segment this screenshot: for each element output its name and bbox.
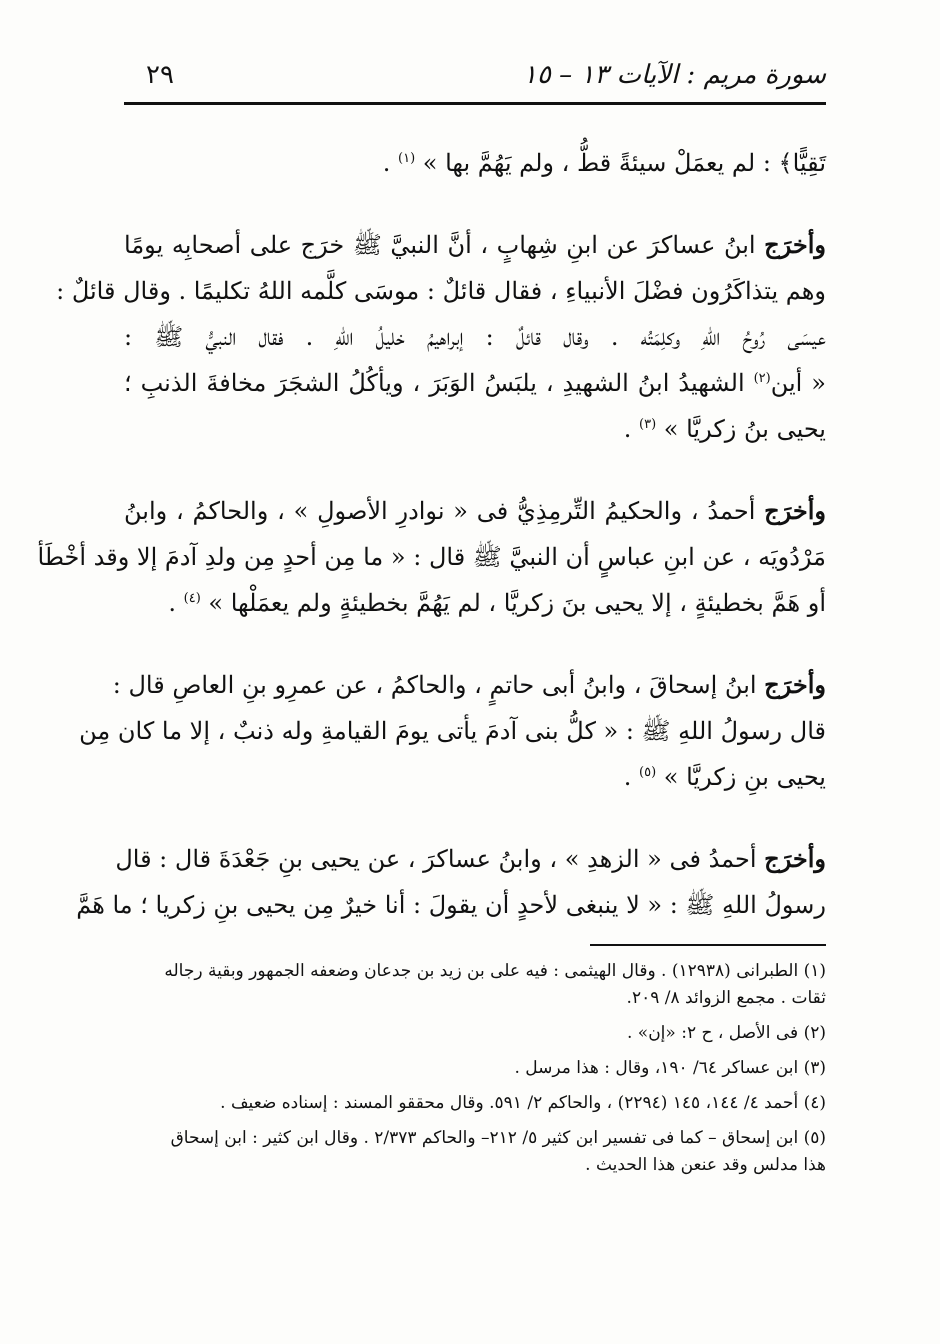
header-rule (124, 102, 826, 105)
paragraph (79, 662, 826, 800)
text-line (124, 488, 826, 534)
line-text-tail: . (623, 763, 640, 791)
line-text: رسولُ اللهِ ﷺ : « لا ينبغى لأحدٍ أن يقولَ : أنا خيرٌ مِن يحيى بنِ زكريا ؛ ما هَمَّ (76, 891, 826, 919)
keyword-akhraja: وأخرَج (764, 844, 826, 873)
line-text: مَرْدُويَه ، عن ابنِ عباسٍ أن النبيَّ ﷺ قال : « ما مِن أحدٍ مِن ولدِ آدمَ إلا وقد أخْطَأ (37, 543, 826, 571)
text-line (124, 314, 826, 360)
line-text-tail: . (382, 149, 399, 177)
text-line (124, 754, 826, 800)
footnote (124, 1125, 826, 1179)
footnote-line: (٢) فى الأصل ، ح ٢: «إن» . (626, 1023, 826, 1043)
line-text: عيسَى رُوحُ اللهِ وكلِمَتُه . وقال قائلٌ : إبراهيمُ خليلُ اللهِ . فقال النبيُّ ﷺ : (124, 323, 826, 351)
paragraph (76, 836, 826, 928)
footnote-marker: (١) (398, 151, 416, 166)
footnote-marker: (٢) (753, 371, 771, 386)
line-text-tail: الشهيدُ ابنُ الشهيدِ ، يلبَسُ الوَبَرَ ، ويأكُلُ الشجَرَ مخافةَ الذنبِ ؛ (124, 369, 754, 397)
paragraph-gap (124, 800, 826, 836)
line-text: أحمدُ ، والحكيمُ التِّرمِذِيُّ فى « نوادرِ الأصولِ » ، والحاكمُ ، وابنُ (124, 497, 765, 525)
paragraph (124, 140, 826, 186)
paragraph-gap (124, 186, 826, 222)
footnote-line: هذا مدلس وقد عنعن هذا الحديث . (585, 1155, 826, 1175)
footnote-marker: (٣) (639, 417, 657, 432)
line-text: أو هَمَّ بخطيئةٍ ، إلا يحيى بنَ زكريَّا ، لم يَهُمَّ بخطيئةٍ ولم يعمَلْها » (200, 589, 826, 617)
text-line (124, 222, 826, 268)
text-line (124, 406, 826, 452)
paragraph-gap (124, 452, 826, 488)
line-text: ابنُ إسحاقَ ، وابنُ أبى حاتمٍ ، والحاكمُ ، عن عمرِو بنِ العاصِ قال : (112, 671, 765, 699)
text-line (76, 882, 826, 928)
footnote-line: ثقات . مجمع الزوائد ٨/ ٢٠٩. (626, 988, 826, 1008)
surah-title: سورة مريم : الآيات ١٣ – ١٥ (522, 60, 826, 90)
line-text-tail: . (168, 589, 184, 617)
footnote (124, 1055, 826, 1082)
line-text: أحمدُ فى « الزهدِ » ، وابنُ عساكرَ ، عن يحيى بنِ جَعْدَةَ قال : قال (115, 845, 765, 873)
line-text: ابنُ عساكرَ عن ابنِ شِهابٍ ، أنَّ النبيَّ ﷺ خرَج على أصحابِه يومًا (124, 231, 765, 259)
footnote-line: (٣) ابن عساكر ٦٤/ ١٩٠، وقال : هذا مرسل . (514, 1058, 826, 1078)
text-line (124, 580, 826, 626)
line-text: يحيى بنُ زكريَّا » (656, 415, 826, 443)
footnote-line: (٥) ابن إسحاق – كما فى تفسير ابن كثير ٥/ ٢١٢– والحاكم ٢/٣٧٣ . وقال ابن كثير : ابن إسحاق (170, 1128, 826, 1148)
line-text: وهم يتذاكَرُون فضْلَ الأنبياءِ ، فقال قائلٌ : موسَى كلَّمه اللهُ تكليمًا . وقال قائلٌ : (56, 277, 826, 305)
text-line (124, 140, 826, 186)
footnote (124, 1020, 826, 1047)
line-text-tail: . (623, 415, 640, 443)
line-text: يحيى بنِ زكريَّا » (656, 763, 826, 791)
footnotes (124, 958, 826, 1187)
keyword-akhraja: وأخرَج (764, 496, 826, 525)
text-line (56, 268, 826, 314)
text-line (124, 360, 826, 406)
keyword-akhraja: وأخرَج (764, 230, 826, 259)
paragraph (56, 222, 826, 452)
paragraph (37, 488, 826, 626)
running-header (124, 60, 826, 100)
line-text: تَقِيًّا﴾ : لم يعمَلْ سيئةً قطُّ ، ولم يَهُمَّ بها » (415, 149, 826, 177)
paragraph-gap (124, 626, 826, 662)
footnote (124, 958, 826, 1012)
text-line (112, 662, 826, 708)
text-line (79, 708, 826, 754)
line-text: قال رسولُ اللهِ ﷺ : « كلُّ بنى آدمَ يأتى يومَ القيامةِ وله ذنبٌ ، إلا ما كان مِن (79, 717, 826, 745)
keyword-akhraja: وأخرَج (764, 670, 826, 699)
footnote-marker: (٤) (183, 591, 201, 606)
main-text (37, 140, 826, 928)
footnote-line: (٤) أحمد ٤/ ١٤٤، ١٤٥ (٢٢٩٤) ، والحاكم ٢/ ٥٩١. وقال محققو المسند : إسناده ضعيف . (220, 1093, 826, 1113)
footnote-marker: (٥) (639, 765, 657, 780)
page-number: ٢٩ (146, 60, 174, 90)
footnote-line: (١) الطبرانى (١٢٩٣٨) . وقال الهيثمى : فيه على بن زيد بن جدعان وضعفه الجمهور وبقية رجاله (164, 961, 826, 981)
text-line (37, 534, 826, 580)
text-line (115, 836, 826, 882)
footnote (124, 1090, 826, 1117)
footnote-separator (590, 944, 826, 946)
line-text: « أين (770, 369, 826, 397)
